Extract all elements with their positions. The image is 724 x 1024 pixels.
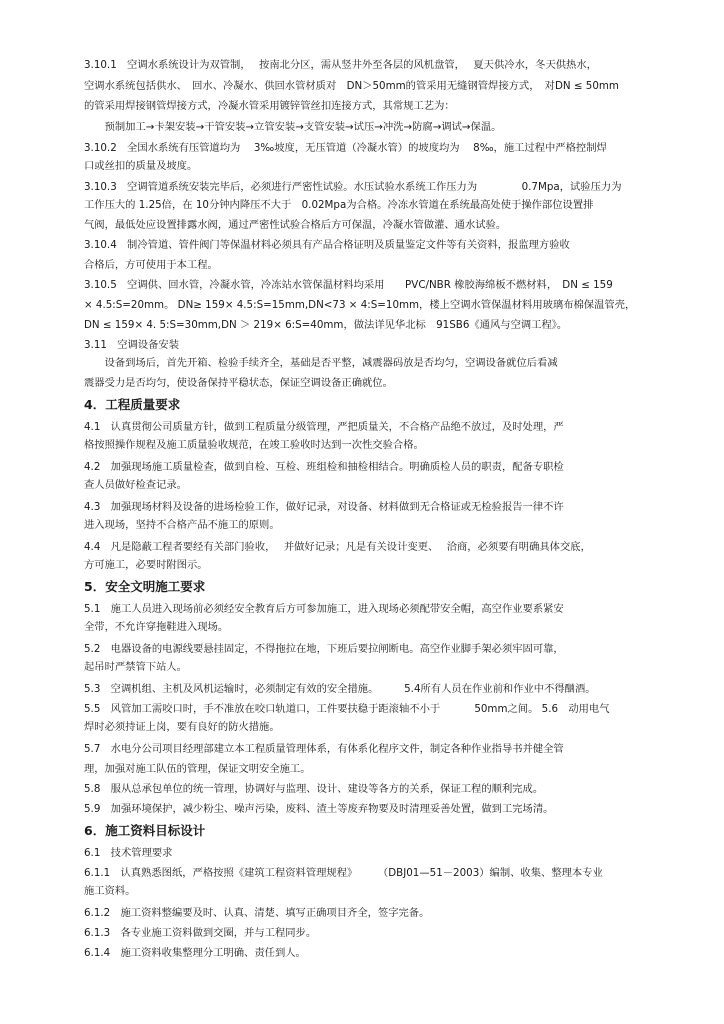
para-5-3-line: 5.3 空调机组、主机及风机运输时，必须制定有效的安全措施。 5.4所有人员在作业前和作业中不得酗酒。: [84, 683, 596, 695]
para-3-10-5-line: 3.10.5 空调供、回水管，冷凝水管，冷冻站水管保温材料均采用 PVC/NBR 橡胶海绵板不燃材料， DN ≤ 159: [84, 279, 613, 291]
para-5-5-line: 5.5 风管加工需咬口时，手不准放在咬口轨道口，工件要扶稳于距滚轴不小于 50mm之间。 5.6 动用电气: [84, 703, 610, 715]
para-3-11-line: 3.11 空调设备安装: [84, 339, 180, 351]
para-5-5-line: 焊时必须持证上岗，要有良好的防火措施。: [84, 721, 280, 733]
para-4-1-line: 格按照操作规程及施工质量验收规范，在竣工验收时达到一次性交验合格。: [84, 439, 424, 451]
para-4-3-line: 进入现场，坚持不合格产品不施工的原则。: [84, 519, 280, 531]
para-5-2-line: 起吊时严禁管下站人。: [84, 661, 187, 673]
para-6-1-2-line: 6.1.2 施工资料整编要及时、认真、清楚、填写正确项目齐全，签字完备。: [84, 907, 430, 919]
para-6-1-4-line: 6.1.4 施工资料收集整理分工明确、责任到人。: [84, 947, 306, 959]
para-3-11-line: 震器受力是否均匀，使设备保持平稳状态，保证空调设备正确就位。: [84, 377, 393, 389]
para-3-11-line: 设备到场后，首先开箱、检验手续齐全，基础是否平整，减震器码放是否均匀，空调设备就位后看减: [84, 357, 558, 369]
section-heading-5: 5．安全文明施工要求: [84, 579, 206, 594]
para-5-8-line: 5.8 服从总承包单位的统一管理，协调好与监理、设计、建设等各方的关系，保证工程的顺利完成。: [84, 783, 544, 795]
para-4-2-line: 4.2 加强现场施工质量检查，做到自检、互检、班组检和抽检相结合。明确质检人员的职责，配备专职检: [84, 461, 564, 473]
para-4-3-line: 4.3 加强现场材料及设备的进场检验工作，做好记录，对设备、材料做到无合格证或无检验报告一律不许: [84, 501, 564, 513]
para-3-10-1-line: 预制加工→卡架安装→干管安装→立管安装→支管安装→试压→冲洗→防腐→调试→保温。: [84, 121, 502, 133]
para-4-4-line: 方可施工，必要时附图示。: [84, 559, 208, 571]
para-4-2-line: 查人员做好检查记录。: [84, 479, 187, 491]
para-5-2-line: 5.2 电器设备的电源线要悬挂固定，不得拖拉在地，下班后要拉闸断电。高空作业脚手架必须牢固可靠，: [84, 643, 564, 655]
para-3-10-3-line: 气阀，最低处应设置排露水阀，通过严密性试验合格后方可保温，冷凝水管做灌、通水试验。: [84, 219, 507, 231]
para-3-10-2-line: 口或丝扣的质量及坡度。: [84, 160, 198, 172]
para-3-10-4-line: 3.10.4 制冷管道、管件阀门等保温材料必须具有产品合格证明及质量鉴定文件等有关资料，报监理方验收: [84, 239, 570, 251]
para-3-10-5-line: DN ≤ 159× 4. 5:S=30mm,DN ＞ 219× 6:S=40mm，做法详见华北标 91SB6《通风与空调工程》。: [84, 319, 568, 331]
para-3-10-1-line: 的管采用焊接钢管焊接方式，冷凝水管采用镀锌管丝扣连接方式，其常规工艺为：: [84, 100, 455, 112]
para-3-10-3-line: 3.10.3 空调管道系统安装完毕后，必须进行严密性试验。水压试验水系统工作压力为 0.7Mpa，试验压力为: [84, 181, 622, 193]
section-heading-4: 4．工程质量要求: [84, 397, 181, 412]
para-3-10-2-line: 3.10.2 全国水系统有压管道均为 3‰坡度，无压管道（冷凝水管）的坡度均为 8‰，施工过程中严格控制焊: [84, 142, 607, 154]
para-5-7-line: 5.7 水电分公司项目经理部建立本工程质量管理体系，有体系化程序文件，制定各种作业指导书并健全管: [84, 743, 564, 755]
para-4-4-line: 4.4 凡是隐蔽工程者要经有关部门验收， 并做好记录；凡是有关设计变更、 洽商，必须要有明确具体交底，: [84, 541, 591, 553]
para-5-1-line: 全带，不允许穿拖鞋进入现场。: [84, 621, 229, 633]
para-5-9-line: 5.9 加强环境保护，减少粉尘、噪声污染，废料、渣土等废弃物要及时清理妥善处置，做到工完场清。: [84, 803, 554, 815]
para-5-1-line: 5.1 施工人员进入现场前必须经安全教育后方可参加施工，进入现场必须配带安全帽，高空作业要系紧安: [84, 603, 564, 615]
para-6-1-1-line: 6.1.1 认真熟悉图纸，严格按照《建筑工程资料管理规程》 （DBJ01—51－2003）编制、收集、整理本专业: [84, 867, 603, 879]
para-6-1-line: 6.1 技术管理要求: [84, 847, 173, 859]
section-heading-6: 6．施工资料目标设计: [84, 823, 206, 838]
para-3-10-5-line: × 4.5:S=20mm。 DN≥ 159× 4.5:S=15mm,DN<73 × 4:S=10mm，楼上空调水管保温材料用玻璃布棉保温管壳，: [84, 299, 636, 311]
para-3-10-1-line: 空调水系统包括供水、 回水、冷凝水、供回水管材质对 DN＞50mm的管采用无缝钢管焊接方式， 对DN ≤ 50mm: [84, 80, 619, 92]
para-3-10-4-line: 合格后，方可使用于本工程。: [84, 259, 218, 271]
para-6-1-3-line: 6.1.3 各专业施工资料做到交圈，并与工程同步。: [84, 927, 317, 939]
para-3-10-3-line: 工作压大的 1.25倍，在 10分钟内降压不大于 0.02Mpa为合格。冷冻水管道在系统最高处使于操作部位设置排: [84, 199, 594, 211]
para-4-1-line: 4.1 认真贯彻公司质量方针，做到工程质量分级管理，严把质量关，不合格产品绝不放过，及时处理，严: [84, 421, 564, 433]
para-5-7-line: 理，加强对施工队伍的管理，保证文明安全施工。: [84, 763, 311, 775]
para-6-1-1-line: 施工资料。: [84, 885, 136, 897]
para-3-10-1-line: 3.10.1 空调水系统设计为双管制， 按南北分区，需从竖井外至各层的风机盘管， 夏天供冷水，冬天供热水，: [84, 59, 597, 71]
